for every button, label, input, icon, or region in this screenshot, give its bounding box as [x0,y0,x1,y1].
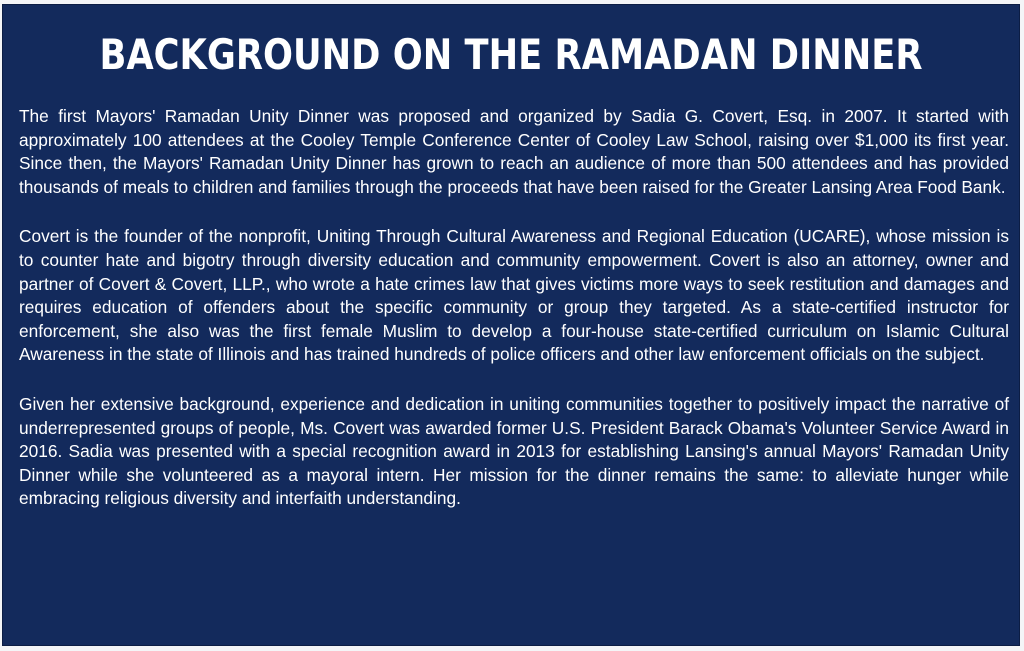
paragraph-founder: Covert is the founder of the nonprofit, Uniting Through Cultural Awareness and Regional Education (UCARE), whose mission is to counter hate and bigotry through diversity education and community empowerment. Covert is also an attorney, owner and partner of Covert & Covert, LLP., who wrote a hate crimes law that gives victims more ways to seek restitution and damages and requires education of offenders about the specific community or group they targeted. As a state-certified instructor for enforcement, she also was the first female Muslim to develop a four-house state-certified curriculum on Islamic Cultural Awareness in the state of Illinois and has trained hundreds of police officers and other law enforcement officials on the subject. [19,226,1009,365]
paragraph-recognition: Given her extensive background, experience and dedication in uniting communities together to positively impact the narrative of underrepresented groups of people, Ms. Covert was awarded former U.S. President Barack Obama's Volunteer Service Award in 2016. Sadia was presented with a special recognition award in 2013 for establishing Lansing's annual Mayors' Ramadan Unity Dinner while she volunteered as a mayoral intern. Her mission for the dinner remains the same: to alleviate hunger while embracing religious diversity and interfaith understanding. [19,393,1009,509]
content-panel [2,4,1020,646]
article-body [19,105,1009,537]
paragraph-history: The first Mayors' Ramadan Unity Dinner was proposed and organized by Sadia G. Covert, Esq. in 2007. It started with approximately 100 attendees at the Cooley Temple Conference Center of Cooley Law School, raising over $1,000 its first year. Since then, the Mayors' Ramadan Unity Dinner has grown to reach an audience of more than 500 attendees and has provided thousands of meals to children and families through the proceeds that have been raised for the Greater Lansing Area Food Bank. [19,106,1009,197]
page-title: BACKGROUND ON THE RAMADAN DINNER [99,30,923,79]
